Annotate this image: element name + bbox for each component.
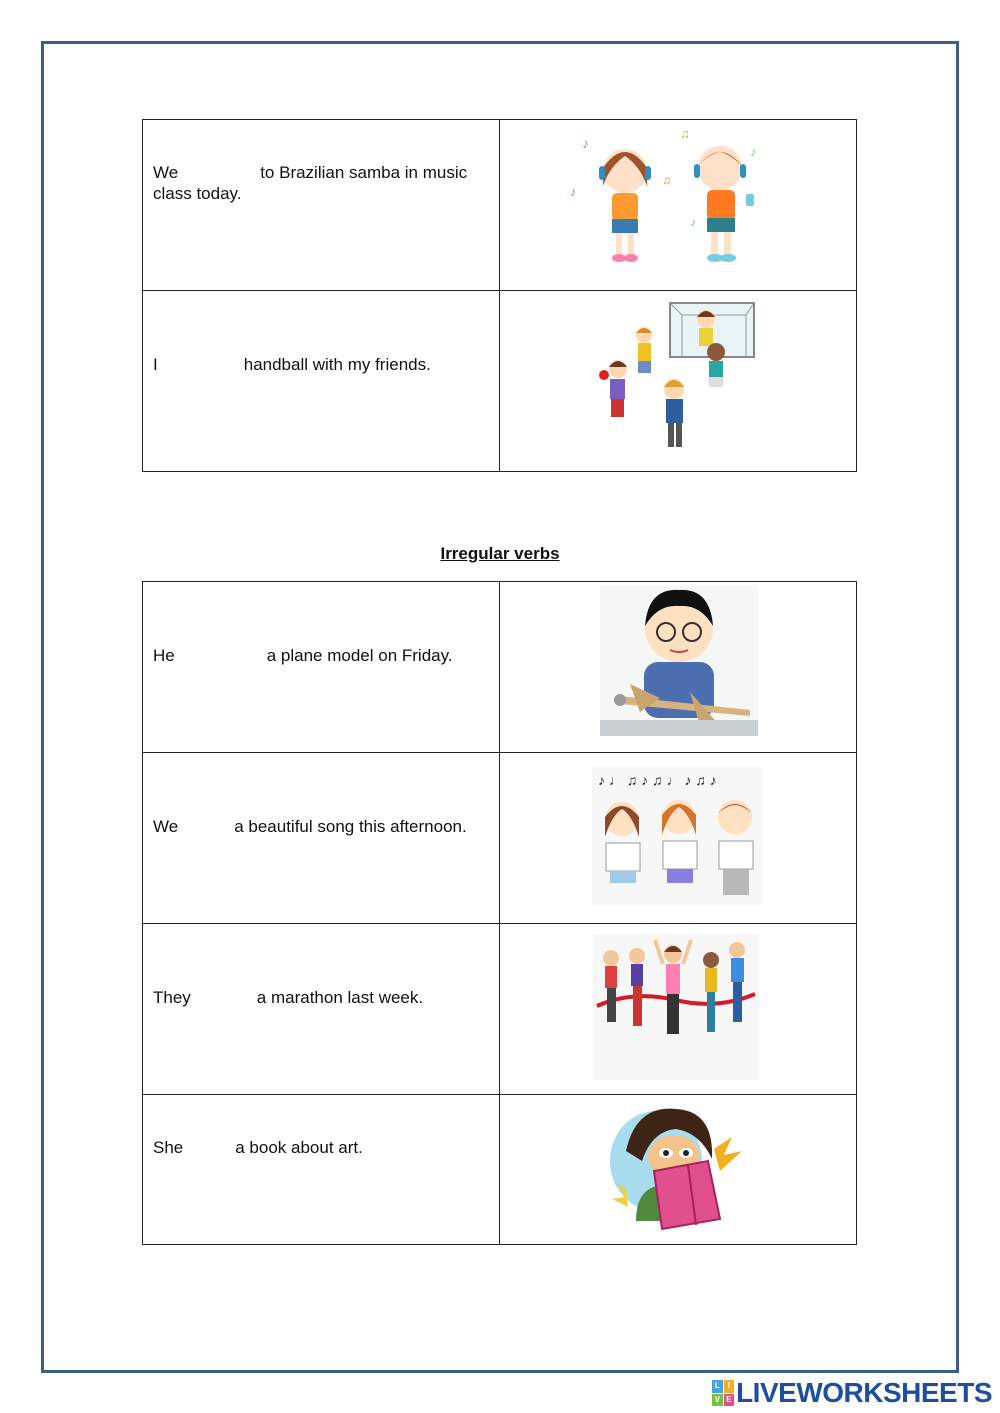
- table-row: [143, 1095, 857, 1245]
- exercise-table-regular: [142, 119, 857, 472]
- handball-illustration: [590, 297, 770, 467]
- picture-cell: [500, 753, 857, 924]
- singing-children-illustration: [592, 767, 762, 905]
- girl-reading-book-illustration: [596, 1101, 752, 1237]
- sentence-cell: [143, 582, 500, 753]
- sentence-subject: He: [153, 646, 175, 665]
- sentence-rest: a beautiful song this afternoon.: [234, 817, 467, 836]
- table-row: [143, 582, 857, 753]
- picture-cell: [500, 291, 857, 472]
- table-row: [143, 291, 857, 472]
- sentence-subject: We: [153, 163, 179, 182]
- sentence-rest: a book about art.: [235, 1138, 363, 1157]
- section-heading: Irregular verbs: [440, 544, 560, 563]
- sentence-cell: [143, 291, 500, 472]
- sentence-cell: [143, 753, 500, 924]
- svg-text:♫: ♫: [662, 173, 671, 187]
- svg-text:♪: ♪: [582, 135, 589, 151]
- picture-cell: [500, 120, 857, 291]
- sentence-subject: They: [153, 988, 191, 1007]
- marathon-runners-illustration: [593, 934, 759, 1080]
- sentence-subject: I: [153, 355, 158, 374]
- sentence-rest: to Brazilian samba in music class today.: [153, 163, 468, 203]
- picture-cell: [500, 924, 857, 1095]
- svg-text:♪: ♪: [750, 144, 757, 159]
- logo-mark-icon: L I V E: [712, 1380, 734, 1406]
- sentence-rest: a marathon last week.: [256, 988, 424, 1007]
- sentence-subject: She: [153, 1138, 184, 1157]
- sentence-rest: a plane model on Friday.: [266, 646, 453, 665]
- dancing-children-illustration: [570, 126, 770, 276]
- sentence-cell: [143, 120, 500, 291]
- svg-text:♪: ♪: [690, 215, 696, 229]
- table-row: [143, 753, 857, 924]
- picture-cell: [500, 1095, 857, 1245]
- svg-text:♪ ♩ ♫ ♪ ♫ ♩ ♪ ♫ ♪: ♪ ♩ ♫ ♪ ♫ ♩ ♪ ♫ ♪: [598, 772, 717, 788]
- plane-model-illustration: [600, 586, 758, 736]
- svg-text:♫: ♫: [680, 126, 690, 141]
- table-row: [143, 120, 857, 291]
- brand-name: LIVEWORKSHEETS: [736, 1377, 992, 1408]
- exercise-table-irregular: [142, 581, 857, 1245]
- table-row: [143, 924, 857, 1095]
- sentence-subject: We: [153, 817, 179, 836]
- picture-cell: [500, 582, 857, 753]
- svg-text:♪: ♪: [570, 184, 577, 199]
- sentence-cell: [143, 924, 500, 1095]
- liveworksheets-logo: [712, 1377, 992, 1409]
- sentence-cell: [143, 1095, 500, 1245]
- sentence-rest: handball with my friends.: [243, 355, 431, 374]
